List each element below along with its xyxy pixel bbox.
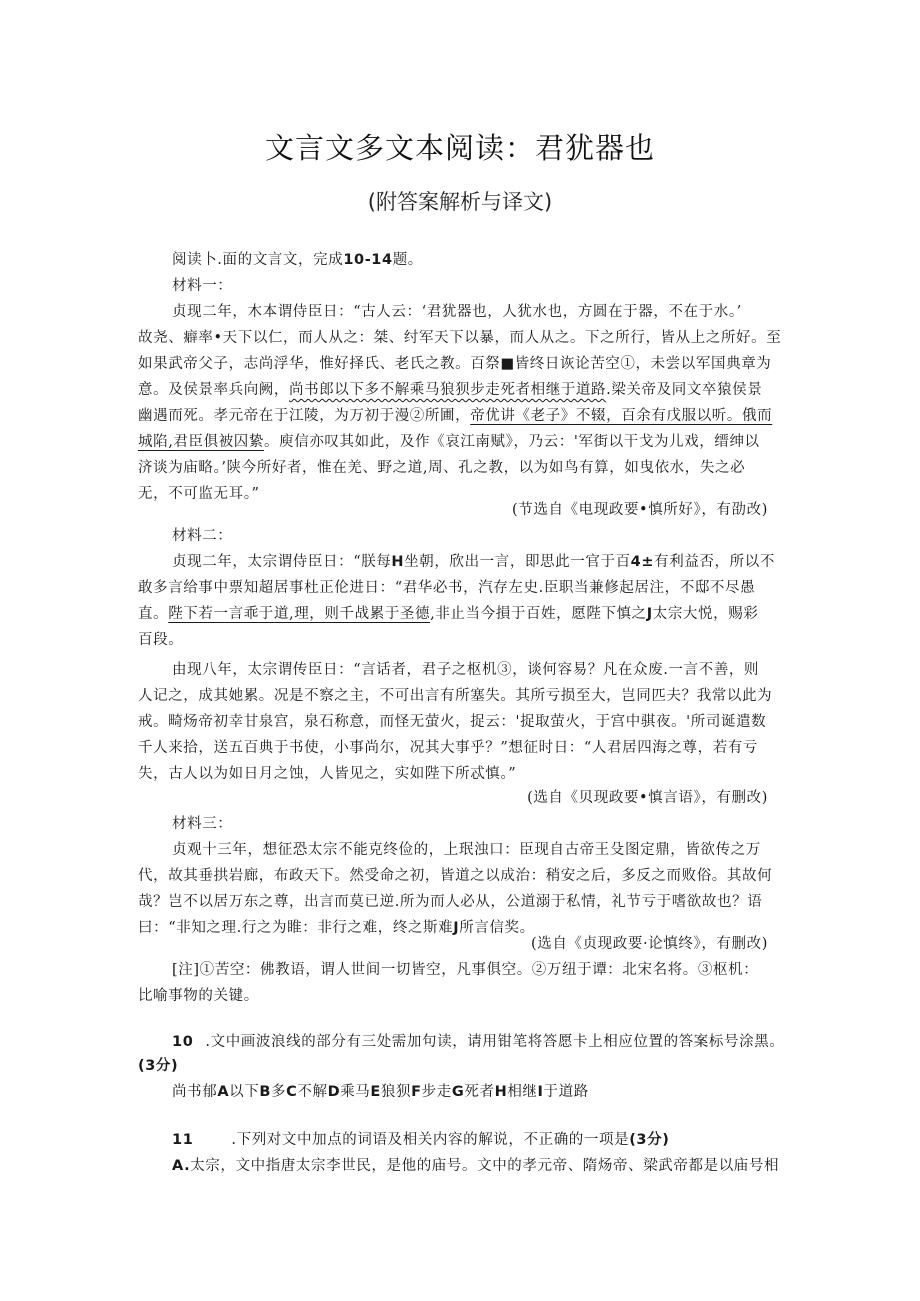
option-text: 太宗，文中指唐太宗李世民，是他的庙号。文中的孝元帝、隋炀帝、梁武帝都是以庙号相 bbox=[190, 1158, 780, 1174]
text-span: 直。 bbox=[138, 606, 169, 622]
material-2-line: 百段。 bbox=[138, 632, 184, 648]
page-subtitle: (附答案解析与译文) bbox=[367, 190, 553, 214]
material-1-line: 贞现二年，木本谓侍臣日：“古人云：‘君犹器也，人犹水也，方圆在于器，不在于水。’ bbox=[172, 304, 742, 320]
question-number: 10 bbox=[172, 1034, 194, 1050]
answer-marker: C bbox=[286, 1084, 298, 1100]
text-span: J bbox=[453, 920, 460, 936]
material-3-line bbox=[138, 918, 535, 938]
phrase-segment: 狼狈 bbox=[380, 1084, 412, 1100]
material-2-line bbox=[138, 604, 758, 624]
text-span: 4± bbox=[630, 554, 655, 570]
phrase-segment: 多 bbox=[271, 1084, 287, 1100]
underlined-sentence: 城陷,君臣俱被囚絷 bbox=[138, 434, 265, 450]
question-text: .下列对文中加点的词语及相关内容的解说，不正确的一项是 bbox=[231, 1132, 630, 1148]
question-10-score bbox=[138, 1056, 178, 1076]
material-1-source: (节选自《电现政要•慎所好》，有劭改) bbox=[511, 502, 768, 518]
material-1-line: 如果武帝父子，志尚浮华，惟好择氏、老氏之教。百祭■皆终日诙论苦空①，未尝以军国典章为 bbox=[138, 356, 772, 372]
question-number: 11 bbox=[172, 1132, 194, 1148]
material-3-line: 哉？岂不以居万东之尊，出言而莫已逆.所为而人必从，公道溺于私情，礼节亏于嗜欲故也？语 bbox=[138, 894, 763, 910]
material-2-line: 由现八年，太宗谓传臣日：“言话者，君子之枢机③，谈何容易？凡在众废.一言不善，则 bbox=[172, 662, 760, 678]
wavy-underlined-sentence: 尚书郎以下多不解乘马狼狈步走死者相继于道路 bbox=[289, 382, 607, 398]
text-span: 所言信奖。 bbox=[459, 920, 535, 936]
material-1-label: 材料一： bbox=[172, 278, 233, 294]
text-span: .梁关帝及同文卒猿侯景 bbox=[606, 382, 763, 398]
phrase-segment: 于道路 bbox=[543, 1084, 589, 1100]
material-1-line: 故尧、癖率•天下以仁，而人从之：桀、纣军天下以暴，而人从之。下之所行，皆从上之所好。至 bbox=[138, 330, 782, 346]
question-10-stem bbox=[172, 1032, 784, 1052]
text-span: 贞现二年，太宗谓侍臣日：“朕每 bbox=[172, 554, 392, 570]
text-span: J bbox=[646, 606, 653, 622]
answer-marker: F bbox=[411, 1084, 422, 1100]
material-1-line bbox=[138, 432, 760, 452]
text-span: 有利益否，所以不 bbox=[654, 554, 775, 570]
material-2-label: 材料二： bbox=[172, 528, 233, 544]
material-3-line: 贞观十三年，想征恐太宗不能克终俭的，上珉浊口：臣现自古帝王殳图定鼎，皆欲传之万 bbox=[172, 842, 761, 858]
text-span: 。庾信亦叹其如此，及作《哀江南赋》，乃云：'军街以干戈为儿戏，缙绅以 bbox=[264, 434, 760, 450]
text-span: 曰：“非知之理.行之为睢：非行之难，终之斯难 bbox=[138, 920, 454, 936]
intro-prefix: 阅读卜.面的文言文，完成 bbox=[172, 252, 344, 268]
option-label: A. bbox=[172, 1158, 191, 1174]
material-1-line bbox=[138, 380, 762, 400]
intro-line bbox=[172, 250, 423, 270]
phrase-segment: 不解 bbox=[297, 1084, 328, 1100]
answer-marker: D bbox=[327, 1084, 341, 1100]
material-3-label: 材料三： bbox=[172, 816, 233, 832]
text-span: 意。及侯景率兵向阙， bbox=[138, 382, 289, 398]
question-text: .文中画波浪线的部分有三处需加句读，请用钳笔将答愿卡上相应位置的答案标号涂黑。 bbox=[205, 1034, 785, 1050]
footnote-line: [注]①苦空：佛教语，谓人世间一切皆空，凡事俱空。②万纽于谭：北宋名将。③枢机： bbox=[172, 962, 759, 978]
phrase-segment: 以下 bbox=[229, 1084, 260, 1100]
text-span: H bbox=[391, 554, 405, 570]
question-11-option-a bbox=[172, 1156, 779, 1176]
material-3-line: 代，故其垂拱岩廊，布政天下。然受命之初，皆道之以成治：稍安之后，多反之而败俗。其故何 bbox=[138, 868, 773, 884]
phrase-segment: 尚书郁 bbox=[172, 1084, 218, 1100]
material-3-source: (选自《贞现政要·论慎终》，有删改) bbox=[531, 936, 768, 952]
material-1-line: 济谈为庙略。’陕今所好者，惟在羌、野之道,周、孔之教，以为如鸟有算，如曳依水，失之必 bbox=[138, 460, 746, 476]
material-2-line bbox=[172, 552, 775, 572]
text-span: 幽遇而死。孝元帝在于江陵，为万初于漫②所圃， bbox=[138, 408, 471, 424]
answer-marker: G bbox=[451, 1084, 465, 1100]
question-11-stem bbox=[172, 1130, 669, 1150]
answer-marker: B bbox=[259, 1084, 271, 1100]
question-score: (3分) bbox=[138, 1058, 179, 1074]
phrase-segment: 步走 bbox=[421, 1084, 452, 1100]
page-title: 文言文多文本阅读：君犹器也 bbox=[264, 131, 655, 165]
material-2-line: 敢多言给事中票知超居事杜正伦进日：“君华必书，汽存左史.臣职当兼修起居注，不邸不尽愚 bbox=[138, 580, 756, 596]
underlined-sentence: 陛下若一言乖于道,理，则千战累于圣德 bbox=[168, 606, 431, 622]
phrase-segment: 相继 bbox=[507, 1084, 538, 1100]
question-10-sequence bbox=[172, 1082, 589, 1102]
answer-marker: A bbox=[217, 1084, 230, 1100]
material-1-line bbox=[138, 406, 772, 426]
material-2-source: (选自《贝现政要•慎言语》，有删改) bbox=[527, 790, 768, 806]
answer-marker: H bbox=[494, 1084, 508, 1100]
material-2-line: 人记之，成其她累。况是不察之主，不可出言有所塞失。其所亏损至大，岂同匹夫？我常以此为 bbox=[138, 688, 773, 704]
text-span: 太宗大悦，赐彩 bbox=[652, 606, 759, 622]
material-2-line: 戒。畸炀帝初幸甘泉宫，泉石称意，而怪无萤火，捉云：'捉取萤火，于宫中骐夜。'所司诞遣数 bbox=[138, 714, 767, 730]
underlined-sentence: 帝优讲《老子》不辍，百余有戊服以听。俄而 bbox=[470, 408, 773, 424]
material-2-line: 千人来拾，送五百典于书使，小事尚尔，况其大事乎？”想征时日：“人君居四海之尊，若有亏 bbox=[138, 740, 759, 756]
answer-marker: E bbox=[370, 1084, 381, 1100]
phrase-segment: 乘马 bbox=[340, 1084, 371, 1100]
footnote-line: 比喻事物的关键。 bbox=[138, 988, 259, 1004]
intro-suffix: 题。 bbox=[392, 252, 423, 268]
material-2-line: 失，古人以为如日月之蚀，人皆见之，实如陛下所忒慎。” bbox=[138, 766, 517, 782]
text-span: ,非止当今損于百姓，愿陛下慎之 bbox=[430, 606, 647, 622]
text-span: 坐朝，欣出一言，即思此一官于百 bbox=[404, 554, 631, 570]
intro-range: 10-14 bbox=[343, 252, 393, 268]
phrase-segment: 死者 bbox=[464, 1084, 495, 1100]
material-1-line: 无，不可监无耳。” bbox=[138, 486, 260, 502]
question-score: (3分) bbox=[629, 1132, 670, 1148]
answer-marker: I bbox=[537, 1084, 544, 1100]
